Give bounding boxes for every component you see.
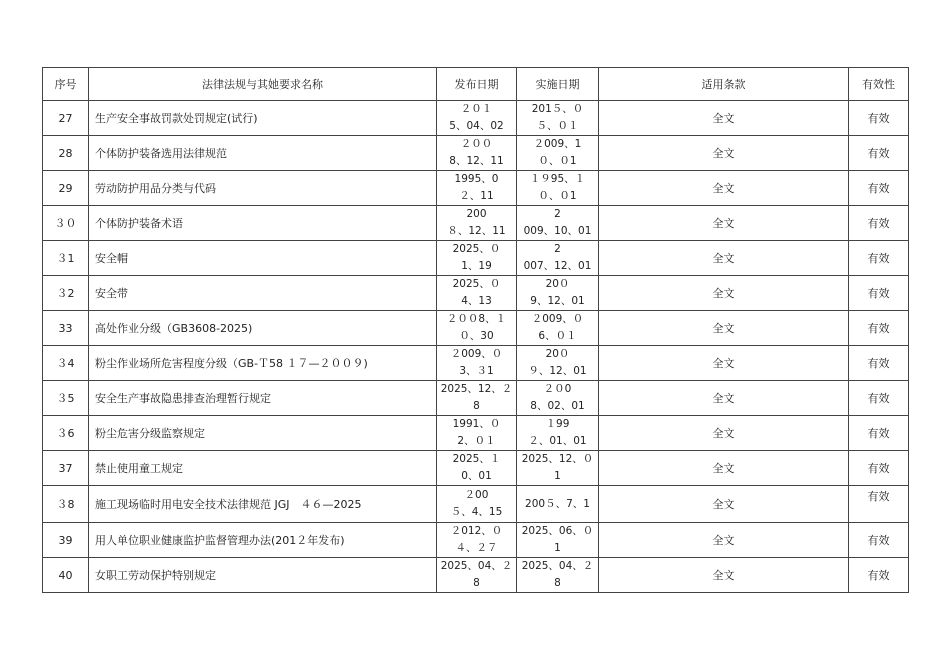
publish-date-line2: ２、11 <box>459 190 494 202</box>
applicable-clause: 全文 <box>599 451 849 486</box>
applicable-clause: 全文 <box>599 311 849 346</box>
table-row <box>43 451 909 486</box>
publish-date <box>437 311 517 346</box>
regulation-name: 安全生产事故隐患排查治理暂行规定 <box>89 381 437 416</box>
table-row <box>43 346 909 381</box>
regulation-name: 生产安全事故罚款处罚规定(试行) <box>89 101 437 136</box>
publish-date-line1: 2025、０ <box>452 243 501 255</box>
applicable-clause: 全文 <box>599 206 849 241</box>
publish-date <box>437 381 517 416</box>
effective-date <box>517 311 599 346</box>
effective-date-line1: 2025、06、０ <box>521 525 594 537</box>
applicable-clause: 全文 <box>599 558 849 593</box>
row-number: ３1 <box>43 241 89 276</box>
regulation-name: 粉尘作业场所危害程度分级（GB-Ｔ58 １７—２００９) <box>89 346 437 381</box>
effective-date-line1: 20０ <box>545 348 570 360</box>
publish-date <box>437 451 517 486</box>
validity-status: 有效 <box>849 206 909 241</box>
row-number: 37 <box>43 451 89 486</box>
table-row <box>43 206 909 241</box>
effective-date-line2: ０、０1 <box>538 155 577 167</box>
validity-status: 有效 <box>849 558 909 593</box>
effective-date-line2: 8 <box>554 577 561 589</box>
effective-date <box>517 451 599 486</box>
regulation-name: 用人单位职业健康监护监督管理办法(201２年发布) <box>89 523 437 558</box>
effective-date-line1: ２009、０ <box>531 313 584 325</box>
publish-date-line2: ５、4、15 <box>450 506 503 518</box>
regulation-name: 安全帽 <box>89 241 437 276</box>
effective-date-line2: ２、01、01 <box>528 435 587 447</box>
effective-date-line1: 201５、０ <box>531 103 584 115</box>
publish-date-line2: 2、０１ <box>457 435 496 447</box>
header-validity: 有效性 <box>849 68 909 101</box>
effective-date-line2: 9、12、01 <box>530 295 585 307</box>
publish-date-line1: 1991、０ <box>452 418 501 430</box>
publish-date <box>437 241 517 276</box>
applicable-clause: 全文 <box>599 171 849 206</box>
table-row <box>43 171 909 206</box>
publish-date-line2: 8 <box>473 400 480 412</box>
publish-date-line2: 8 <box>473 577 480 589</box>
table-row <box>43 101 909 136</box>
effective-date <box>517 558 599 593</box>
applicable-clause: 全文 <box>599 101 849 136</box>
publish-date-line2: 8、12、11 <box>449 155 504 167</box>
header-publish-date: 发布日期 <box>437 68 517 101</box>
publish-date <box>437 276 517 311</box>
effective-date-line1: １99 <box>545 418 570 430</box>
regulation-name: 个体防护装备术语 <box>89 206 437 241</box>
applicable-clause: 全文 <box>599 381 849 416</box>
row-number: 27 <box>43 101 89 136</box>
row-number: ３4 <box>43 346 89 381</box>
validity-status: 有效 <box>849 241 909 276</box>
effective-date <box>517 241 599 276</box>
effective-date-line1: 2025、04、２ <box>521 560 594 572</box>
publish-date <box>437 136 517 171</box>
effective-date-line1: 2 <box>554 208 561 220</box>
publish-date <box>437 486 517 523</box>
effective-date-line1: 2025、12、０ <box>521 453 594 465</box>
publish-date-line1: ２012、０ <box>450 525 503 537</box>
publish-date-line1: ２０１ <box>460 103 493 115</box>
applicable-clause: 全文 <box>599 136 849 171</box>
row-number: ３０ <box>43 206 89 241</box>
publish-date-line2: 3、３1 <box>459 365 494 377</box>
applicable-clause: 全文 <box>599 346 849 381</box>
effective-date <box>517 206 599 241</box>
table-row <box>43 241 909 276</box>
row-number: 39 <box>43 523 89 558</box>
validity-status: 有效 <box>849 486 909 523</box>
table-row <box>43 558 909 593</box>
publish-date-line2: 1、19 <box>461 260 492 272</box>
applicable-clause: 全文 <box>599 241 849 276</box>
row-number: 29 <box>43 171 89 206</box>
publish-date <box>437 558 517 593</box>
applicable-clause: 全文 <box>599 276 849 311</box>
regulation-name: 高处作业分级（GB3608-2025) <box>89 311 437 346</box>
validity-status: 有效 <box>849 136 909 171</box>
effective-date-line1: 20０ <box>545 278 570 290</box>
regulation-name: 劳动防护用品分类与代码 <box>89 171 437 206</box>
applicable-clause: 全文 <box>599 523 849 558</box>
publish-date <box>437 171 517 206</box>
publish-date <box>437 523 517 558</box>
header-effective-date: 实施日期 <box>517 68 599 101</box>
row-number: 28 <box>43 136 89 171</box>
effective-date-line2: ５、０１ <box>536 120 579 132</box>
publish-date-line2: ８、12、11 <box>447 225 506 237</box>
effective-date <box>517 381 599 416</box>
publish-date <box>437 346 517 381</box>
publish-date-line1: 2025、04、２ <box>440 560 513 572</box>
publish-date-line1: 2025、０ <box>452 278 501 290</box>
regulation-name: 粉尘危害分级监察规定 <box>89 416 437 451</box>
row-number: 40 <box>43 558 89 593</box>
effective-date <box>517 101 599 136</box>
publish-date-line1: 2025、１ <box>452 453 501 465</box>
effective-date-line2: 6、０１ <box>538 330 577 342</box>
regulation-name: 安全带 <box>89 276 437 311</box>
effective-date-line1: 2 <box>554 243 561 255</box>
publish-date-line1: ２００8、１ <box>446 313 507 325</box>
effective-date-line2: 1 <box>554 542 561 554</box>
validity-status: 有效 <box>849 276 909 311</box>
validity-status: 有效 <box>849 381 909 416</box>
effective-date <box>517 136 599 171</box>
effective-date-line2: 007、12、01 <box>523 260 592 272</box>
table-row <box>43 136 909 171</box>
validity-status: 有效 <box>849 311 909 346</box>
row-number: ３6 <box>43 416 89 451</box>
validity-status: 有效 <box>849 451 909 486</box>
table-row <box>43 486 909 523</box>
header-no: 序号 <box>43 68 89 101</box>
regulation-name: 女职工劳动保护特别规定 <box>89 558 437 593</box>
header-name: 法律法规与其她要求名称 <box>89 68 437 101</box>
table-row <box>43 523 909 558</box>
effective-date-line1: ２０0 <box>543 383 572 395</box>
publish-date-line2: ４、２７ <box>455 542 498 554</box>
effective-date-line2: 1 <box>554 470 561 482</box>
validity-status: 有效 <box>849 171 909 206</box>
effective-date-line2: 8、02、01 <box>530 400 585 412</box>
publish-date-line2: 0、01 <box>461 470 492 482</box>
row-number: ３2 <box>43 276 89 311</box>
applicable-clause: 全文 <box>599 486 849 523</box>
validity-status: 有效 <box>849 101 909 136</box>
effective-date <box>517 171 599 206</box>
effective-date-line2: ０、０1 <box>538 190 577 202</box>
row-number: ３5 <box>43 381 89 416</box>
publish-date-line1: 2025、12、２ <box>440 383 513 395</box>
publish-date-line1: ２００ <box>460 138 493 150</box>
publish-date-line2: 4、13 <box>461 295 492 307</box>
validity-status: 有效 <box>849 416 909 451</box>
effective-date <box>517 416 599 451</box>
publish-date-line1: ２009、０ <box>450 348 503 360</box>
regulation-name: 禁止使用童工规定 <box>89 451 437 486</box>
publish-date-line2: ０、30 <box>459 330 494 342</box>
effective-date-line2: ９、12、01 <box>528 365 587 377</box>
applicable-clause: 全文 <box>599 416 849 451</box>
publish-date-line2: 5、04、02 <box>449 120 504 132</box>
header-applicable-clause: 适用条款 <box>599 68 849 101</box>
publish-date <box>437 416 517 451</box>
regulation-name: 个体防护装备选用法律规范 <box>89 136 437 171</box>
effective-date <box>517 486 599 523</box>
regulation-name: 施工现场临时用电安全技术法律规范 JGJ ４６—2025 <box>89 486 437 523</box>
effective-date-line1: １９95、１ <box>529 173 586 185</box>
table-row <box>43 416 909 451</box>
row-number: ３8 <box>43 486 89 523</box>
effective-date-line1: 200５、7、1 <box>525 497 590 510</box>
validity-status: 有效 <box>849 523 909 558</box>
table-row <box>43 276 909 311</box>
publish-date-line1: 1995、0 <box>454 173 499 185</box>
row-number: 33 <box>43 311 89 346</box>
validity-status: 有效 <box>849 346 909 381</box>
effective-date-line1: ２009、1 <box>533 138 582 150</box>
table-row <box>43 381 909 416</box>
table-row <box>43 311 909 346</box>
publish-date <box>437 101 517 136</box>
effective-date-line2: 009、10、01 <box>523 225 592 237</box>
effective-date <box>517 276 599 311</box>
effective-date <box>517 523 599 558</box>
regulations-table <box>42 67 909 593</box>
publish-date-line1: 200 <box>466 208 487 220</box>
publish-date-line1: ２00 <box>464 489 489 501</box>
effective-date <box>517 346 599 381</box>
publish-date <box>437 206 517 241</box>
table-header-row <box>43 68 909 101</box>
